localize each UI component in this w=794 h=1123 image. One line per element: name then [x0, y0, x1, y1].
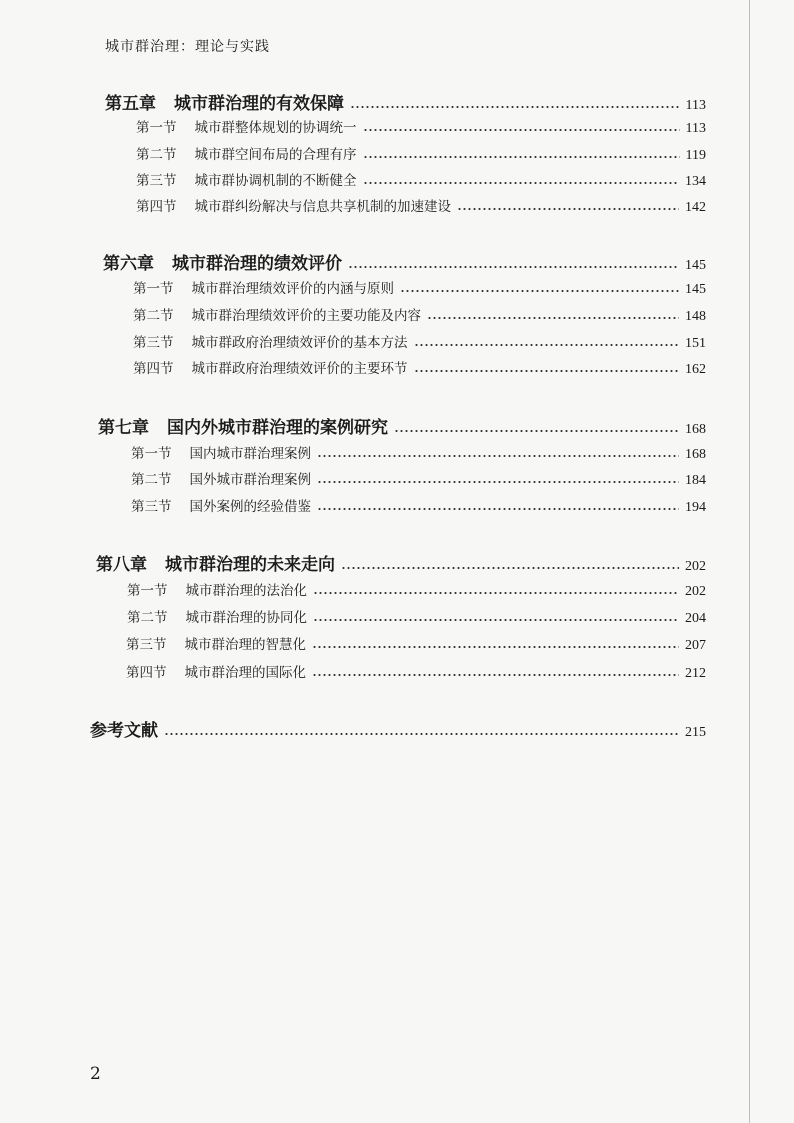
page-ref: 134 — [685, 174, 706, 189]
page-ref: 168 — [685, 422, 706, 437]
page-ref: 119 — [685, 148, 706, 163]
section-number: 第二节 — [136, 147, 177, 163]
section-number: 第二节 — [131, 472, 172, 488]
section-title: 城市群治理绩效评价的主要功能及内容 — [191, 308, 421, 324]
toc-chapter-8 — [96, 550, 706, 575]
section-title: 城市群政府治理绩效评价的基本方法 — [191, 335, 408, 351]
section-number: 第二节 — [127, 610, 168, 626]
section-title: 城市群治理的智慧化 — [184, 637, 306, 653]
section-title: 城市群纠纷解决与信息共享机制的加速建设 — [194, 199, 451, 215]
page-ref: 145 — [685, 282, 706, 297]
page-ref: 194 — [685, 500, 706, 515]
section-number: 第三节 — [136, 173, 177, 189]
page-ref: 202 — [685, 559, 706, 574]
toc-chapter-6 — [103, 249, 706, 274]
leader-dots — [317, 501, 679, 511]
leader-dots — [317, 474, 679, 484]
toc-chapter-5 — [105, 89, 706, 114]
section-number: 第一节 — [131, 446, 172, 462]
page-ref: 215 — [685, 725, 706, 740]
section-number: 第四节 — [133, 361, 174, 377]
section-title: 国外案例的经验借鉴 — [189, 499, 311, 515]
section-title: 城市群空间布局的合理有序 — [194, 147, 357, 163]
page-ref: 212 — [685, 666, 706, 681]
page-ref: 168 — [685, 447, 706, 462]
leader-dots — [394, 423, 679, 433]
running-head: 城市群治理：理论与实践 — [105, 39, 270, 55]
chapter-number: 第五章 — [105, 94, 156, 114]
chapter-number: 第七章 — [98, 418, 149, 438]
leader-dots — [363, 175, 680, 185]
leader-dots — [350, 99, 680, 109]
section-number: 第三节 — [131, 499, 172, 515]
toc-section-8-2 — [127, 606, 706, 627]
page-number: 2 — [90, 1064, 101, 1084]
toc-section-7-1 — [131, 442, 706, 463]
chapter-title: 城市群治理的绩效评价 — [172, 254, 342, 274]
section-title: 城市群协调机制的不断健全 — [194, 173, 357, 189]
leader-dots — [427, 310, 679, 320]
chapter-title: 城市群治理的未来走向 — [165, 555, 335, 575]
leader-dots — [317, 448, 679, 458]
page-edge-line — [749, 0, 750, 1123]
page-ref: 207 — [685, 638, 706, 653]
leader-dots — [164, 726, 679, 736]
section-title: 城市群治理的国际化 — [184, 665, 306, 681]
toc-section-5-3 — [136, 169, 706, 190]
toc-section-6-1 — [133, 277, 706, 298]
leader-dots — [414, 337, 680, 347]
page-ref: 202 — [685, 584, 706, 599]
leader-dots — [457, 201, 679, 211]
page-ref: 148 — [685, 309, 706, 324]
leader-dots — [313, 585, 679, 595]
toc-section-6-2 — [133, 304, 706, 325]
chapter-number: 第六章 — [103, 254, 154, 274]
toc-references — [90, 716, 706, 741]
page-ref: 145 — [685, 258, 706, 273]
page-ref: 113 — [685, 121, 706, 136]
section-number: 第三节 — [133, 335, 174, 351]
section-number: 第二节 — [133, 308, 174, 324]
page-ref: 162 — [685, 362, 706, 377]
toc-section-6-4 — [133, 357, 706, 378]
section-title: 城市群治理的协同化 — [185, 610, 307, 626]
page-ref: 184 — [685, 473, 706, 488]
chapter-title: 城市群治理的有效保障 — [174, 94, 344, 114]
section-number: 第四节 — [126, 665, 167, 681]
section-title: 城市群政府治理绩效评价的主要环节 — [191, 361, 408, 377]
leader-dots — [348, 259, 679, 269]
page-ref: 142 — [685, 200, 706, 215]
leader-dots — [414, 363, 680, 373]
section-title: 城市群治理绩效评价的内涵与原则 — [191, 281, 394, 297]
toc-section-8-1 — [127, 579, 706, 600]
section-title: 国内城市群治理案例 — [189, 446, 311, 462]
toc-section-5-2 — [136, 143, 706, 164]
toc-section-7-2 — [131, 468, 706, 489]
section-number: 第一节 — [136, 120, 177, 136]
section-number: 第三节 — [126, 637, 167, 653]
page-ref: 113 — [685, 98, 706, 113]
leader-dots — [341, 560, 679, 570]
toc-section-6-3 — [133, 331, 706, 352]
chapter-title: 国内外城市群治理的案例研究 — [167, 418, 388, 438]
section-number: 第一节 — [133, 281, 174, 297]
leader-dots — [400, 283, 679, 293]
section-number: 第一节 — [127, 583, 168, 599]
leader-dots — [363, 122, 680, 132]
toc-section-5-4 — [136, 195, 706, 216]
toc-section-5-1 — [136, 116, 706, 137]
toc-section-8-4 — [126, 661, 706, 682]
section-title: 城市群整体规划的协调统一 — [194, 120, 357, 136]
section-number: 第四节 — [136, 199, 177, 215]
page-ref: 204 — [685, 611, 706, 626]
toc-chapter-7 — [98, 413, 706, 438]
leader-dots — [312, 667, 679, 677]
toc-section-7-3 — [131, 495, 706, 516]
references-title: 参考文献 — [90, 721, 158, 741]
leader-dots — [312, 639, 679, 649]
chapter-number: 第八章 — [96, 555, 147, 575]
leader-dots — [363, 149, 680, 159]
section-title: 城市群治理的法治化 — [185, 583, 307, 599]
leader-dots — [313, 612, 679, 622]
page-ref: 151 — [685, 336, 706, 351]
section-title: 国外城市群治理案例 — [189, 472, 311, 488]
toc-section-8-3 — [126, 633, 706, 654]
